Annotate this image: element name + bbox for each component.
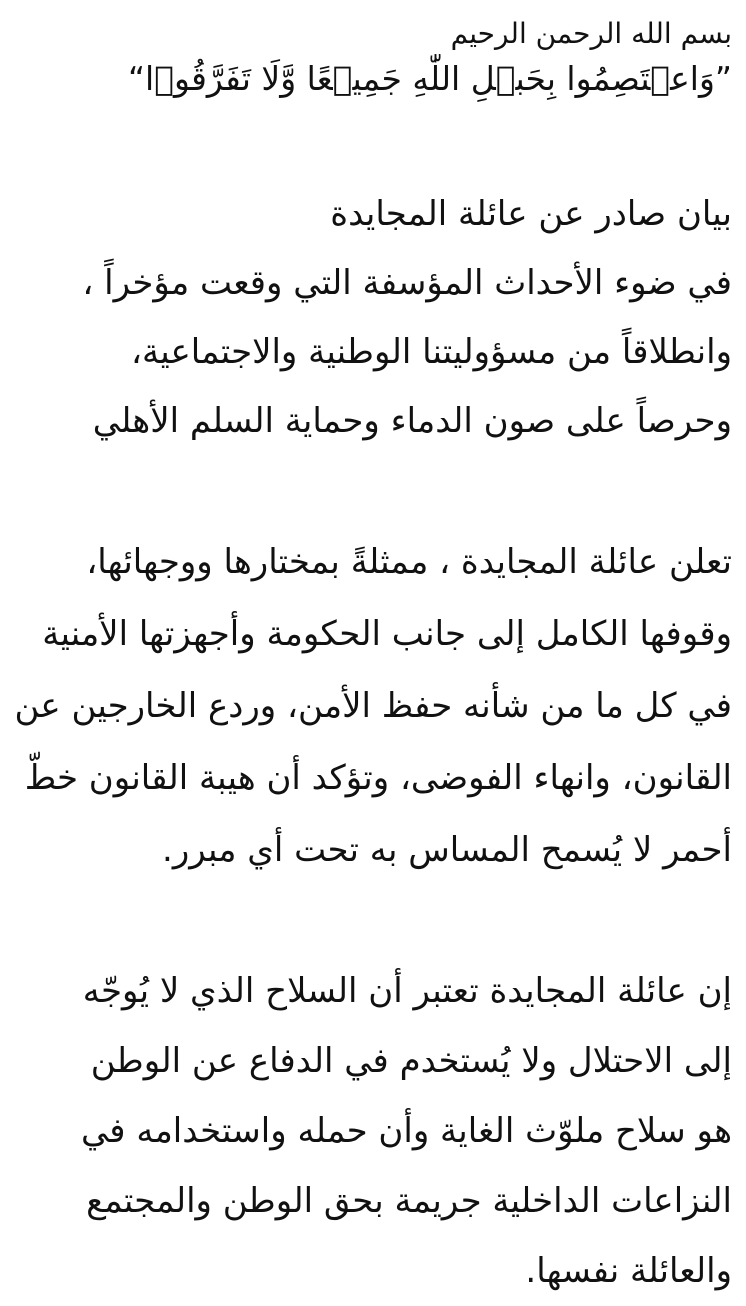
- paragraph-announcement: [14, 526, 732, 886]
- text-line: إلى الاحتلال ولا يُستخدم في الدفاع عن الوطن: [90, 1041, 732, 1081]
- paragraph-spacer: [14, 456, 732, 526]
- paragraph-spacer: [14, 886, 732, 956]
- text-line: أحمر لا يُسمح المساس به تحت أي مبرر.: [162, 830, 732, 870]
- text-line: هو سلاح ملوّث الغاية وأن حمله واستخدامه في: [80, 1111, 732, 1151]
- paragraph-weapons: [14, 956, 732, 1306]
- text-line: والعائلة نفسها.: [525, 1251, 732, 1291]
- text-line: تعلن عائلة المجايدة ، ممثلةً بمختارها ووجهائها،: [86, 542, 732, 582]
- paragraph-spacer: [14, 104, 732, 180]
- text-line: وانطلاقاً من مسؤوليتنا الوطنية والاجتماعية،: [131, 332, 732, 372]
- text-line: وحرصاً على صون الدماء وحماية السلم الأهلي: [92, 401, 732, 441]
- text-line: في ضوء الأحداث المؤسفة التي وقعت مؤخراً ،: [82, 263, 732, 303]
- text-line: إن عائلة المجايدة تعتبر أن السلاح الذي لا يُوجّه: [82, 971, 732, 1011]
- text-line: النزاعات الداخلية جريمة بحق الوطن والمجتمع: [86, 1181, 732, 1221]
- text-line: القانون، وانهاء الفوضى، وتؤكد أن هيبة القانون خطّ: [24, 758, 732, 798]
- text-line: وقوفها الكامل إلى جانب الحكومة وأجهزتها الأمنية: [42, 614, 732, 654]
- paragraph-intro: [14, 180, 732, 456]
- text-line: في كل ما من شأنه حفظ الأمن، وردع الخارجين عن: [14, 686, 732, 726]
- statement-title: بيان صادر عن عائلة المجايدة: [330, 194, 732, 234]
- quran-verse-line: ”وَاعۡتَصِمُوا بِحَبۡلِ اللّٰهِ جَمِيۡعًا وَّلَا تَفَرَّقُوۡا“: [127, 59, 732, 98]
- basmala-line: بسم الله الرحمن الرحيم: [450, 17, 732, 50]
